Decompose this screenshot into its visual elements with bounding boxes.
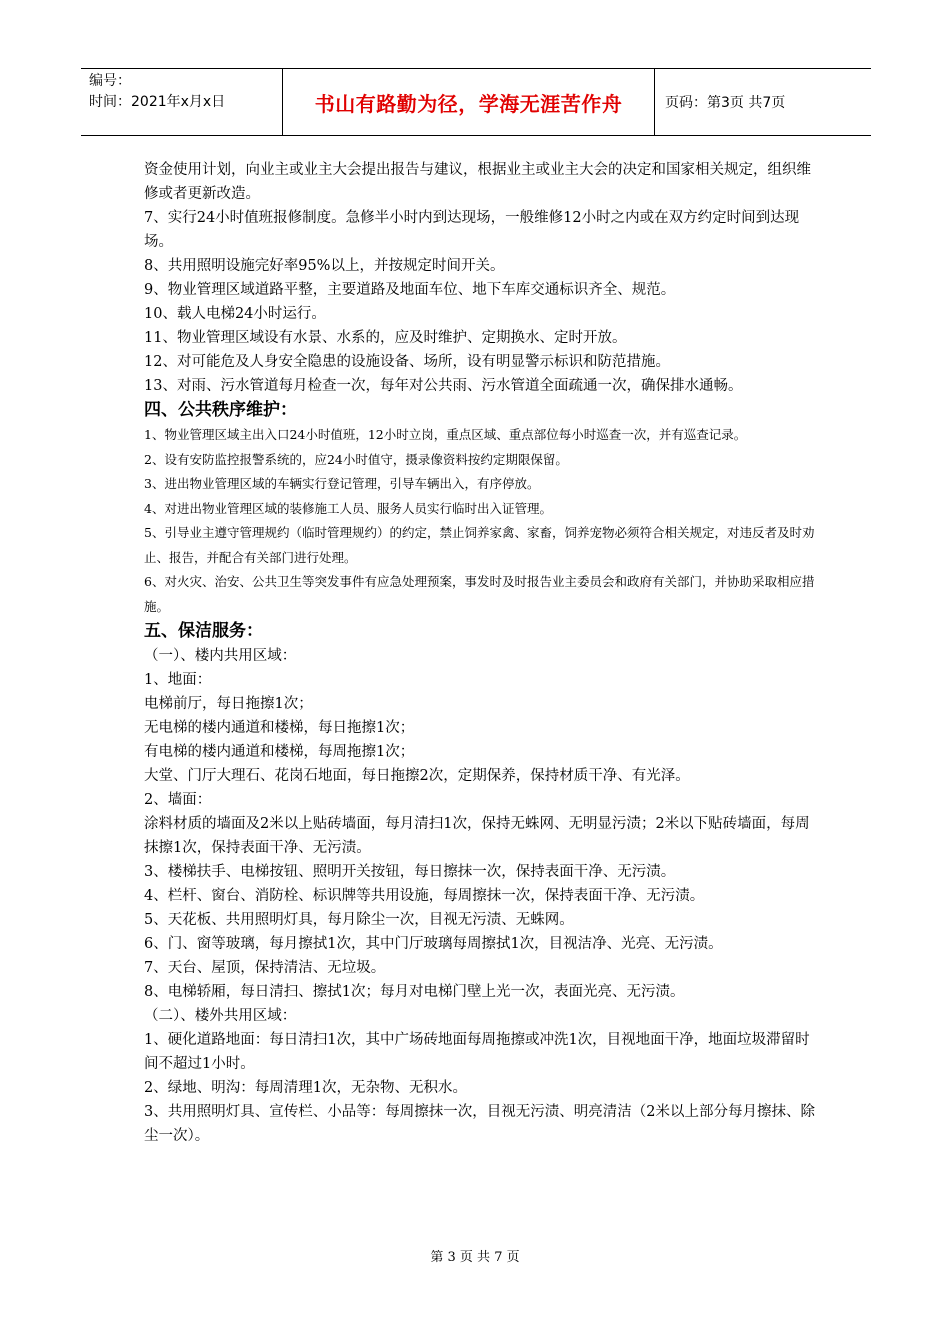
paragraph: 11、物业管理区域设有水景、水系的，应及时维护、定期换水、定时开放。: [144, 330, 627, 346]
paragraph: 4、对进出物业管理区域的装修施工人员、服务人员实行临时出入证管理。: [144, 500, 552, 516]
page-header: [81, 68, 871, 136]
paragraph: 7、天台、屋顶，保持清洁、无垃圾。: [144, 960, 386, 976]
paragraph: 3、进出物业管理区域的车辆实行登记管理，引导车辆出入，有序停放。: [144, 476, 540, 491]
paragraph: 4、栏杆、窗台、消防栓、标识牌等共用设施，每周擦抹一次，保持表面干净、无污渍。: [144, 888, 705, 904]
paragraph: （二）、楼外共用区域：: [144, 1008, 297, 1024]
paragraph: 电梯前厅，每日拖擦1次；: [144, 696, 313, 712]
document-body: [144, 158, 816, 1148]
paragraph: 无电梯的楼内通道和楼梯，每日拖擦1次；: [144, 720, 415, 736]
paragraph: 大堂、门厅大理石、花岗石地面，每日拖擦2次，定期保养，保持材质干净、有光泽。: [144, 768, 690, 784]
header-page-label: 页码：第3页 共7页: [665, 95, 786, 111]
paragraph: 10、载人电梯24小时运行。: [144, 306, 326, 322]
paragraph: 3、共用照明灯具、宣传栏、小品等：每周擦抹一次，目视无污渍、明亮清洁（2米以上部分每月擦抹、除尘一次）。: [144, 1104, 815, 1144]
paragraph: 6、对火灾、治安、公共卫生等突发事件有应急处理预案，事发时及时报告业主委员会和政府有关部门，并协助采取相应措施。: [144, 574, 815, 614]
paragraph: 2、墙面：: [144, 792, 212, 808]
number-label: 编号：: [89, 73, 131, 89]
paragraph: 9、物业管理区域道路平整，主要道路及地面车位、地下车库交通标识齐全、规范。: [144, 282, 676, 298]
time-label: 时间：2021年x月x日: [89, 94, 226, 110]
paragraph: （一）、楼内共用区域：: [144, 648, 297, 664]
header-motto: 书山有路勤为径，学海无涯苦作舟: [283, 69, 655, 135]
paragraph: 涂料材质的墙面及2米以上贴砖墙面，每月清扫1次，保持无蛛网、无明显污渍；2米以下贴砖墙面，每周抹擦1次，保持表面干净、无污渍。: [144, 816, 810, 856]
section-heading: 五、保洁服务：: [144, 621, 263, 641]
paragraph: 7、实行24小时值班报修制度。急修半小时内到达现场，一般维修12小时之内或在双方约定时间到达现场。: [144, 210, 800, 250]
paragraph: 8、共用照明设施完好率95%以上，并按规定时间开关。: [144, 258, 505, 274]
paragraph: 5、天花板、共用照明灯具，每月除尘一次，目视无污渍、无蛛网。: [144, 912, 574, 928]
page-footer: 第 3 页 共 7 页: [430, 1250, 520, 1265]
paragraph: 6、门、窗等玻璃，每月擦拭1次，其中门厅玻璃每周擦拭1次，目视洁净、光亮、无污渍。: [144, 936, 723, 952]
paragraph: 1、硬化道路地面：每日清扫1次，其中广场砖地面每周拖擦或冲洗1次，目视地面干净，地面垃圾滞留时间不超过1小时。: [144, 1032, 810, 1072]
paragraph: 5、引导业主遵守管理规约（临时管理规约）的约定，禁止饲养家禽、家畜，饲养宠物必须符合相关规定，对违反者及时劝止、报告，并配合有关部门进行处理。: [144, 525, 815, 565]
paragraph: 资金使用计划，向业主或业主大会提出报告与建议，根据业主或业主大会的决定和国家相关规定，组织维修或者更新改造。: [144, 162, 811, 202]
paragraph: 8、电梯轿厢，每日清扫、擦拭1次；每月对电梯门壁上光一次，表面光亮、无污渍。: [144, 984, 685, 1000]
paragraph: 1、物业管理区域主出入口24小时值班，12小时立岗，重点区域、重点部位每小时巡查一次，并有巡查记录。: [144, 427, 747, 442]
paragraph: 3、楼梯扶手、电梯按钮、照明开关按钮，每日擦抹一次，保持表面干净、无污渍。: [144, 864, 676, 880]
paragraph: 有电梯的楼内通道和楼梯，每周拖擦1次；: [144, 744, 415, 760]
paragraph: 1、地面：: [144, 672, 212, 688]
paragraph: 2、设有安防监控报警系统的，应24小时值守，摄录像资料按约定期限保留。: [144, 451, 568, 467]
paragraph: 12、对可能危及人身安全隐患的设施设备、场所，设有明显警示标识和防范措施。: [144, 354, 670, 370]
header-meta: [81, 69, 283, 135]
section-heading: 四、公共秩序维护：: [144, 400, 297, 420]
paragraph: 13、对雨、污水管道每月检查一次，每年对公共雨、污水管道全面疏通一次，确保排水通畅。: [144, 378, 743, 394]
paragraph: 2、绿地、明沟：每周清理1次，无杂物、无积水。: [144, 1080, 467, 1096]
